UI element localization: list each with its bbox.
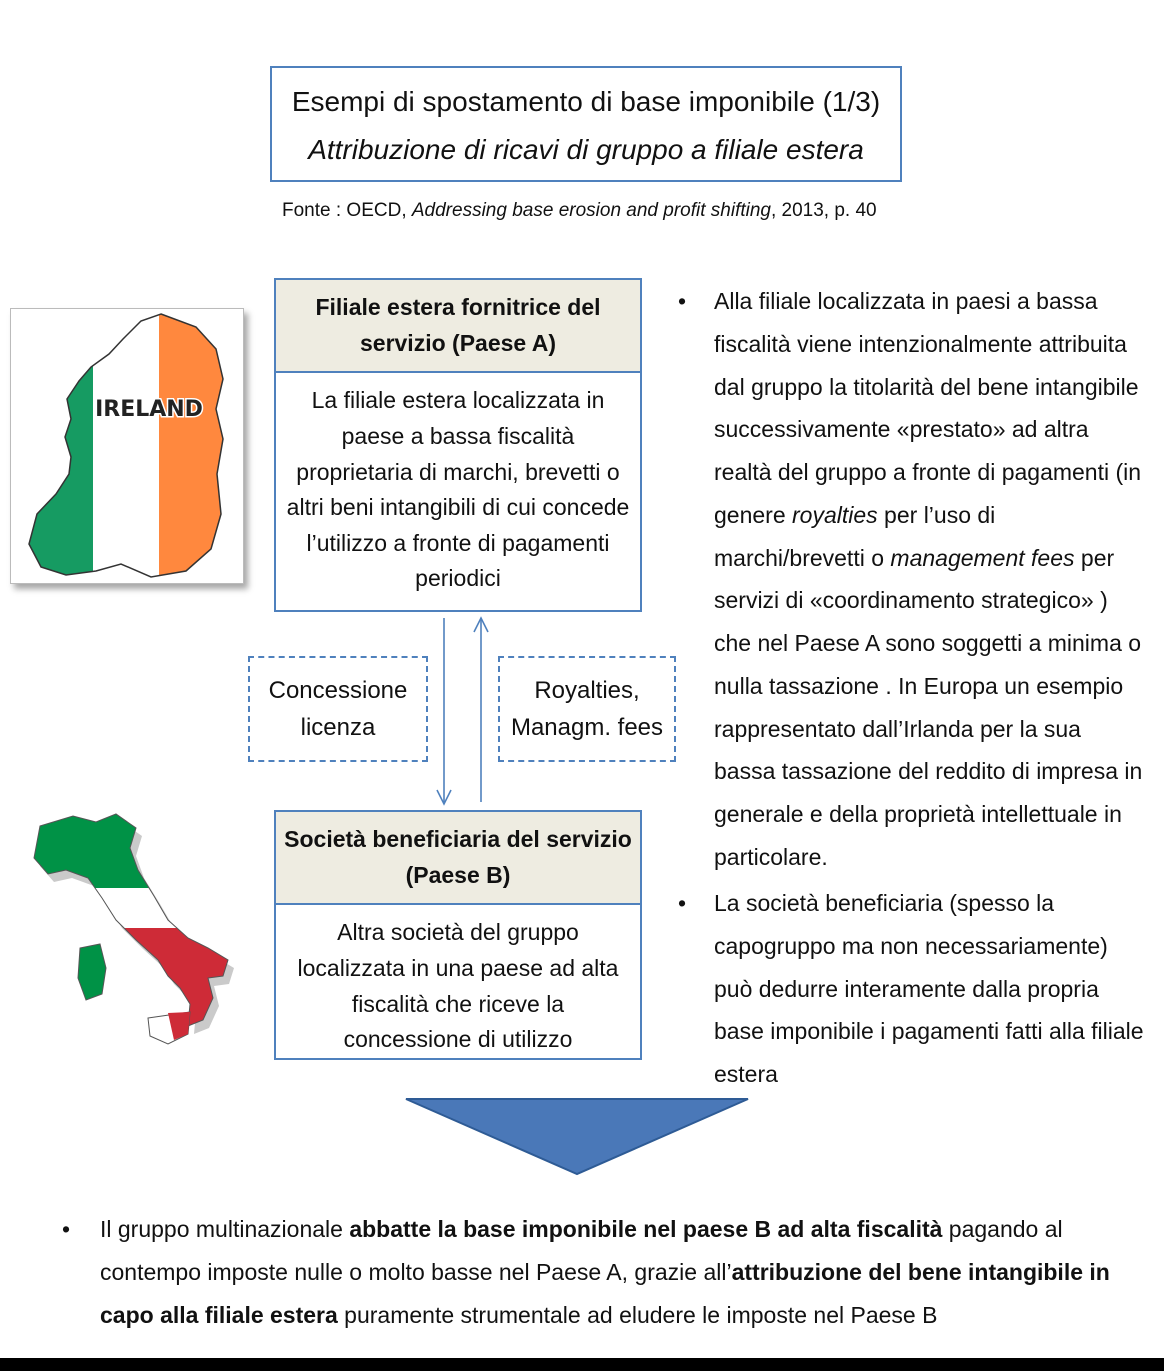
- bullet-2: [678, 882, 1148, 1096]
- bullet-list-right-1: [678, 280, 1148, 879]
- ireland-map-graphic: [11, 309, 243, 583]
- flow-label-right: [498, 656, 676, 762]
- bullet-1-text-c: per servizi di «coordinamento strategico» ) che nel Paese A sono soggetti a minima o nulla tassazione . In Europa un esempio rappresentato dall’Irlanda per la sua bassa tassazione del reddito di impresa in generale e della proprietà intellettuale in particolare.: [714, 544, 1143, 870]
- italy-map-graphic: [18, 808, 248, 1068]
- concessione-licenza-text: Concessione licenza: [268, 676, 408, 741]
- conclusion: [62, 1208, 1132, 1336]
- source-suffix: , 2013, p. 40: [770, 200, 877, 221]
- box-a-header: Filiale estera fornitrice del servizio (Paese A): [276, 280, 640, 373]
- bullet-1-management-fees: management fees: [890, 544, 1075, 571]
- title-box: [270, 66, 902, 182]
- source-work: Addressing base erosion and profit shifting: [411, 200, 771, 221]
- box-paese-b: [274, 810, 642, 1060]
- conclusion-text-c: puramente strumentale ad eludere le imposte nel Paese B: [337, 1301, 938, 1328]
- conclusion-bold-1: abbatte la base imponibile nel paese B ad alta fiscalità: [349, 1216, 943, 1242]
- source-prefix: Fonte : OECD,: [282, 200, 412, 221]
- title-line2: Attribuzione di ricavi di gruppo a filiale estera: [308, 133, 864, 165]
- bottom-black-bar: [0, 1358, 1164, 1371]
- box-b-header: Società beneficiaria del servizio (Paese B): [276, 812, 640, 905]
- bullet-2-text: La società beneficiaria (spesso la capogruppo ma non necessariamente) può dedurre interamente dalla propria base imponibile i pagamenti fatti alla filiale estera: [714, 890, 1144, 1088]
- box-b-body: Altra società del gruppo localizzata in una paese ad alta fiscalità che riceve la concessione di utilizzo: [297, 919, 619, 1053]
- box-paese-a: [274, 278, 642, 612]
- conclusion-bullet: [62, 1208, 1132, 1336]
- bullet-1-text-b: per l’uso di marchi/brevetti o: [714, 501, 996, 571]
- ireland-map: [10, 308, 244, 584]
- flow-label-left: [248, 656, 428, 762]
- conclusion-text-a: Il gruppo multinazionale: [100, 1216, 350, 1242]
- italy-map: [18, 808, 248, 1068]
- bullet-list-right-2: [678, 882, 1148, 1096]
- conclusion-bold-2: attribuzione del bene intangibile in capo alla filiale estera: [100, 1258, 1110, 1328]
- down-triangle-icon: [404, 1096, 750, 1176]
- bullet-1: [678, 280, 1148, 879]
- conclusion-text-b: pagando al contempo imposte nulle o molto basse nel Paese A, grazie all’: [100, 1216, 1063, 1285]
- title-line1: Esempi di spostamento di base imponibile (1/3): [291, 86, 881, 117]
- bullet-1-text-a: Alla filiale localizzata in paesi a bassa fiscalità viene intenzionalmente attribuita dal gruppo la titolarità del bene intangibile successivamente «prestato» ad altra realtà del gruppo a fronte di pagamenti (in genere: [714, 288, 1142, 528]
- ireland-label: IRELAND: [95, 397, 203, 422]
- bullet-1-royalties: royalties: [792, 501, 878, 528]
- box-a-body: La filiale estera localizzata in paese a bassa fiscalità proprietaria di marchi, brevetti o altri beni intangibili di cui concede l’utilizzo a fronte di pagamenti periodici: [286, 387, 630, 592]
- source-citation: [282, 200, 877, 222]
- royalties-text: Royalties, Managm. fees: [510, 676, 664, 741]
- flow-arrows: [430, 612, 500, 810]
